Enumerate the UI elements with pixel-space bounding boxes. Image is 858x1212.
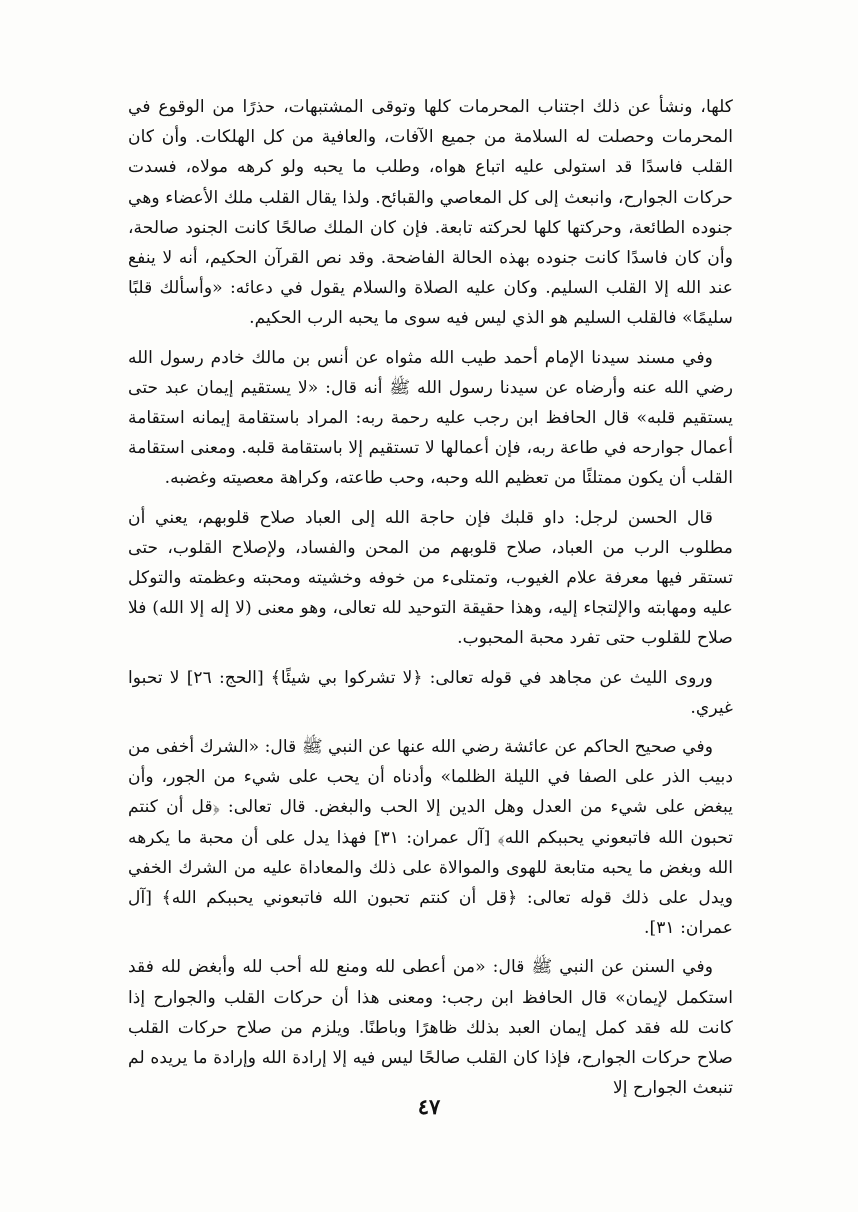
paragraph-musnad-ahmad: وفي مسند سيدنا الإمام أحمد طيب الله مثواه عن أنس بن مالك خادم رسول الله رضي الله عنه وأرضاه عن سيدنا رسول الله ﷺ أنه قال: «لا يستقيم إيمان عبد حتى يستقيم قلبه» قال الحافظ ابن رجب عليه رحمة ربه: المراد باستقامة إيمانه استقامة أعمال جوارحه في طاعة ربه، فإن أعمالها لا تستقيم إلا باستقامة قلبه. ومعنى استقامة القلب أن يكون ممتلئًا من تعظيم الله وحبه، وحب طاعته، وكراهة معصيته وغضبه. xyxy=(128,347,733,489)
page-number: ٤٧ xyxy=(417,1094,441,1119)
paragraph-sunan: وفي السنن عن النبي ﷺ قال: «من أعطى لله ومنع لله أحب لله وأبغض لله فقد استكمل لإيمان» قال الحافظ ابن رجب: ومعنى هذا أن حركات القلب والجوارح إذا كانت لله فقد كمل إيمان العبد بذلك ظاهرًا وباطنًا. ويلزم من صلاح حركات القلب صلاح حركات الجوارح، فإذا كان القلب صالحًا ليس فيه إلا إرادة الله وإرادة ما يريده لم تنبعث الجوارح إلا xyxy=(128,957,733,1099)
paragraph-al-layth: وروى الليث عن مجاهد في قوله تعالى: ﴿لا تشركوا بي شيئًا﴾ [الحج: ٢٦] لا تحبوا غيري. xyxy=(128,667,733,718)
paragraph-al-hasan: قال الحسن لرجل: داو قلبك فإن حاجة الله إلى العباد صلاح قلوبهم، يعني أن مطلوب الرب من العباد، صلاح قلوبهم من المحن والفساد، ولإصلاح القلوب، حتى تستقر فيها معرفة علام الغيوب، وتمتلىء من خوفه وخشيته ومحبته وعظمته والتوكل عليه ومهابته والإلتجاء إليه، وهذا حقيقة التوحيد لله تعالى، وهو معنى (لا إله إلا الله) فلا صلاح للقلوب حتى تفرد محبة المحبوب. xyxy=(128,507,733,649)
paragraph-sahih-hakim: وفي صحيح الحاكم عن عائشة رضي الله عنها عن النبي ﷺ قال: «الشرك أخفى من دبيب الذر على الصفا في الليلة الظلما» وأدناه أن يحب على شيء من الجور، وأن يبغض على شيء من العدل وهل الدين إلا الحب والبغض. قال تعالى: ﴿قل أن كنتم تحبون الله فاتبعوني يحببكم الله﴾ [آل عمران: ٣١] فهذا يدل على أن محبة ما يكرهه الله وبغض ما يحبه متابعة للهوى والموالاة على ذلك والمعاداة عليه من الشرك الخفي ويدل على ذلك قوله تعالى: ﴿قل أن كنتم تحبون الله فاتبعوني يحببكم الله﴾ [آل عمران: ٣١]. xyxy=(128,737,733,939)
paragraph-heart-corruption: كلها، ونشأ عن ذلك اجتناب المحرمات كلها وتوقى المشتبهات، حذرًا من الوقوع في المحرمات وحصلت له السلامة من جميع الآفات، والعافية من كل الهلكات. وأن كان القلب فاسدًا قد استولى عليه اتباع هواه، وطلب ما يحبه ولو كرهه مولاه، فسدت حركات الجوارح، وانبعث إلى كل المعاصي والقبائح. ولذا يقال القلب ملك الأعضاء وهي جنوده الطائعة، وحركتها كلها لحركته تابعة. فإن كان الملك صالحًا كانت الجنود صالحة، وأن كان فاسدًا كانت جنوده بهذه الحالة الفاضحة. وقد نص القرآن الحكيم، أنه لا ينفع عند الله إلا القلب السليم. وكان عليه الصلاة والسلام يقول في دعائه: «وأسألك قلبًا سليمًا» فالقلب السليم هو الذي ليس فيه سوى ما يحبه الرب الحكيم. xyxy=(128,97,733,329)
body-text xyxy=(128,92,733,1104)
